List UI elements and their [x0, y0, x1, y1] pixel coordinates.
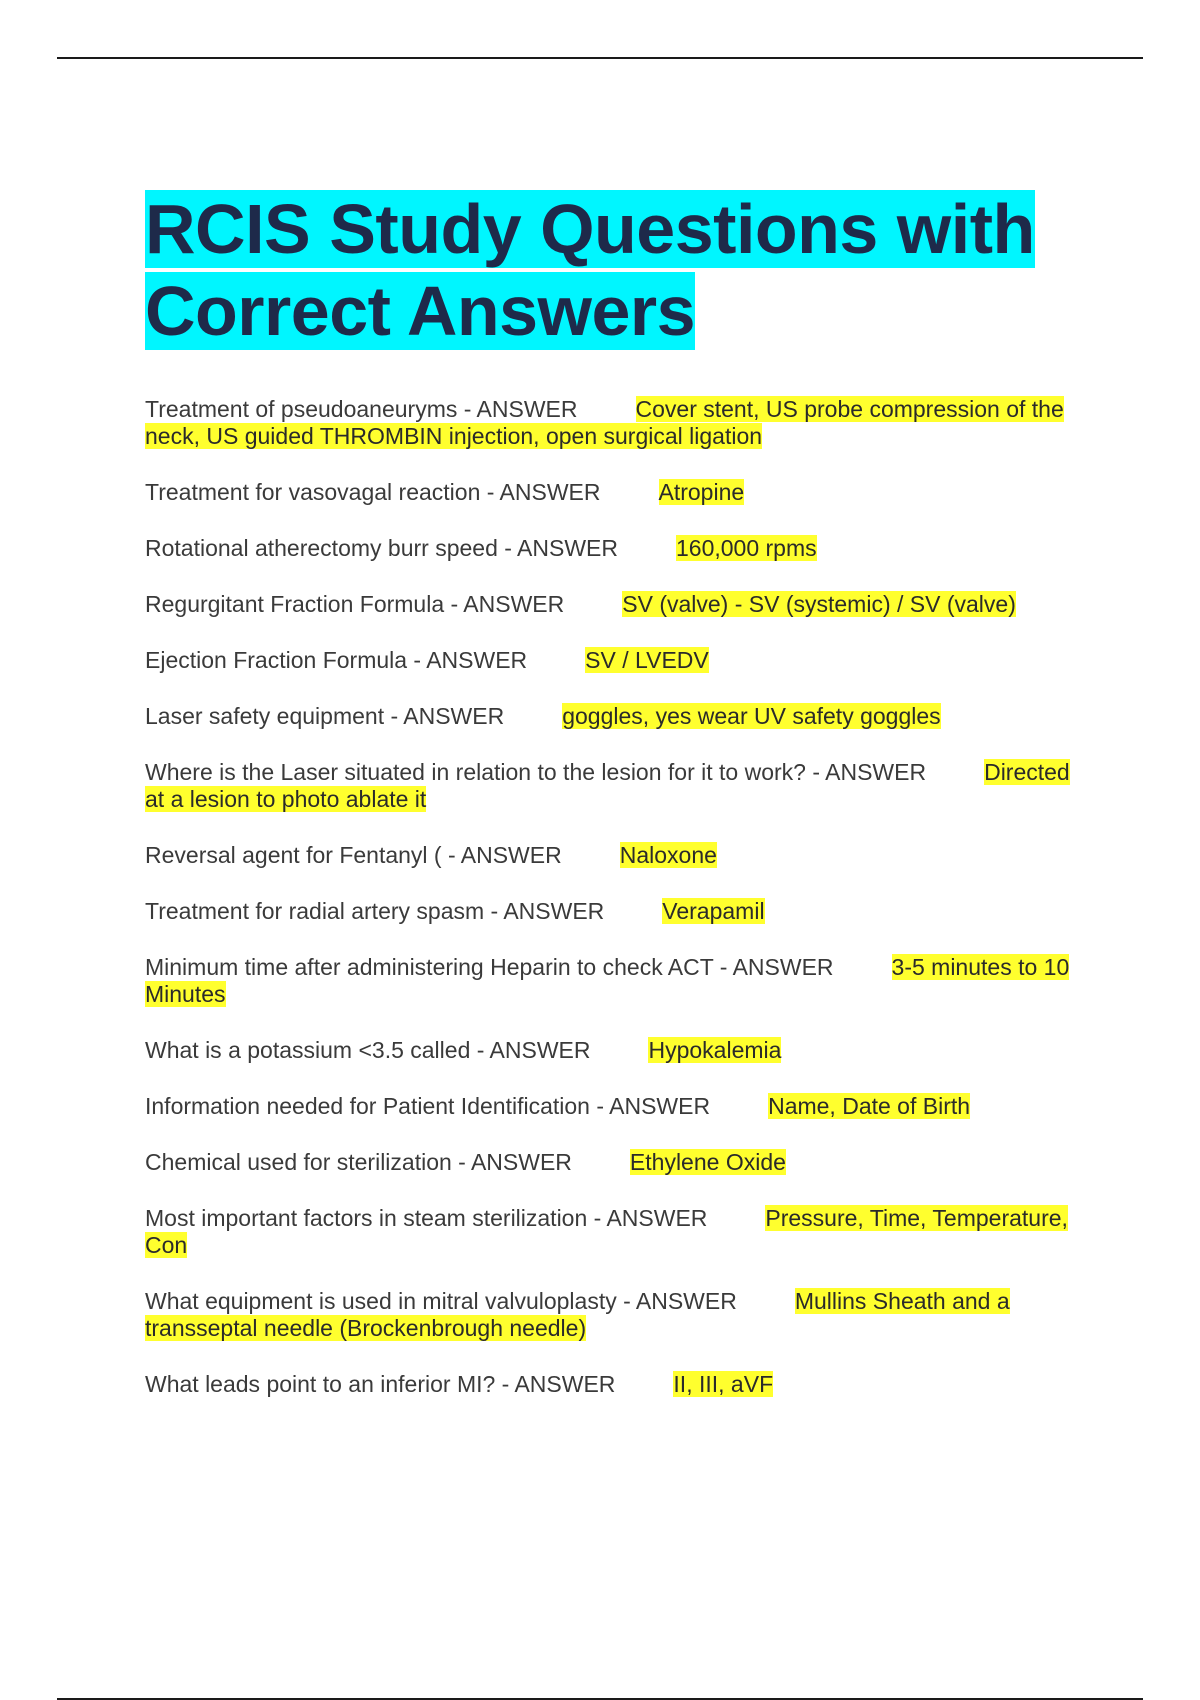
answer-text: goggles, yes wear UV safety goggles: [562, 703, 941, 729]
question-text: What equipment is used in mitral valvuloplasty - ANSWER: [145, 1288, 737, 1314]
document-body: [145, 188, 1095, 1427]
qa-item: [145, 535, 1095, 562]
top-rule: [57, 57, 1143, 59]
answer-text: Mullins Sheath and a transseptal needle (Brockenbrough needle): [145, 1288, 1010, 1341]
document-title-text: RCIS Study Questions with Correct Answers: [145, 190, 1035, 350]
qa-item: [145, 1371, 1095, 1398]
answer-text: 160,000 rpms: [675, 535, 817, 561]
question-text: What leads point to an inferior MI? - ANSWER: [145, 1371, 616, 1397]
qa-item: [145, 647, 1095, 674]
question-text: Where is the Laser situated in relation to the lesion for it to work? - ANSWER: [145, 759, 927, 785]
answer-text: Hypokalemia: [648, 1037, 782, 1063]
question-text: Rotational atherectomy burr speed - ANSWER: [145, 535, 618, 561]
qa-item: [145, 479, 1095, 506]
qa-item: [145, 1093, 1095, 1120]
qa-item: [145, 1288, 1095, 1342]
question-text: Treatment for vasovagal reaction - ANSWER: [145, 479, 601, 505]
question-text: Regurgitant Fraction Formula - ANSWER: [145, 591, 565, 617]
question-text: Information needed for Patient Identification - ANSWER: [145, 1093, 711, 1119]
answer-text: II, III, aVF: [673, 1371, 774, 1397]
qa-item: [145, 703, 1095, 730]
qa-item: [145, 1205, 1095, 1259]
answer-text: Naloxone: [619, 842, 717, 868]
answer-text: Pressure, Time, Temperature, Con: [145, 1205, 1068, 1258]
answer-text: Ethylene Oxide: [629, 1149, 786, 1175]
qa-item: [145, 1149, 1095, 1176]
answer-text: Cover stent, US probe compression of the neck, US guided THROMBIN injection, open surgical ligation: [145, 396, 1064, 449]
question-text: Most important factors in steam sterilization - ANSWER: [145, 1205, 708, 1231]
answer-text: Directed at a lesion to photo ablate it: [145, 759, 1070, 812]
qa-list: [145, 396, 1095, 1398]
qa-item: [145, 396, 1095, 450]
qa-item: [145, 898, 1095, 925]
answer-text: Atropine: [658, 479, 745, 505]
question-text: Reversal agent for Fentanyl ( - ANSWER: [145, 842, 562, 868]
answer-text: Verapamil: [662, 898, 765, 924]
question-text: Treatment of pseudoaneuryms - ANSWER: [145, 396, 578, 422]
question-text: Treatment for radial artery spasm - ANSWER: [145, 898, 605, 924]
qa-item: [145, 954, 1095, 1008]
answer-text: 3-5 minutes to 10 Minutes: [145, 954, 1070, 1007]
question-text: What is a potassium <3.5 called - ANSWER: [145, 1037, 591, 1063]
question-text: Laser safety equipment - ANSWER: [145, 703, 505, 729]
question-text: Minimum time after administering Heparin to check ACT - ANSWER: [145, 954, 834, 980]
question-text: Ejection Fraction Formula - ANSWER: [145, 647, 528, 673]
document-title: [145, 188, 1095, 352]
qa-item: [145, 842, 1095, 869]
qa-item: [145, 1037, 1095, 1064]
question-text: Chemical used for sterilization - ANSWER: [145, 1149, 572, 1175]
answer-text: Name, Date of Birth: [768, 1093, 971, 1119]
qa-item: [145, 759, 1095, 813]
answer-text: SV / LVEDV: [585, 647, 709, 673]
answer-text: SV (valve) - SV (systemic) / SV (valve): [622, 591, 1016, 617]
qa-item: [145, 591, 1095, 618]
